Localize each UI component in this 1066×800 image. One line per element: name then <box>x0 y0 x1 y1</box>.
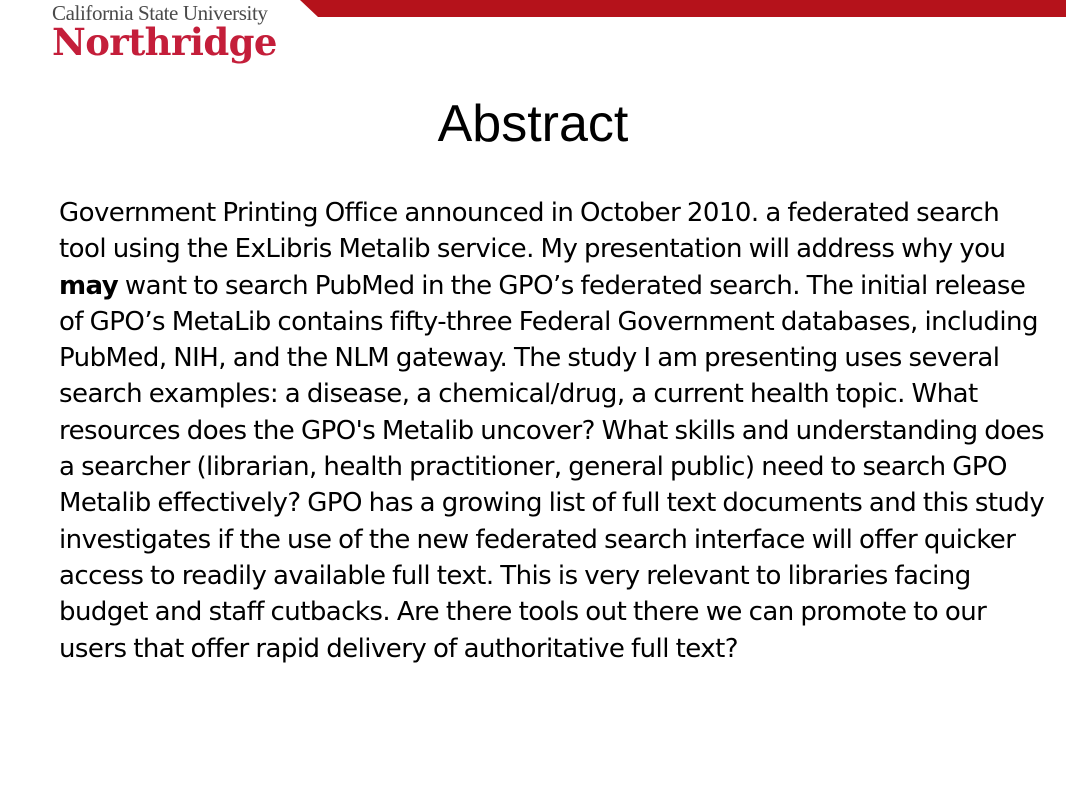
abstract-text-part-1: Government Printing Office announced in October 2010. a federated search tool using the ExLibris Metalib service. My presentation will address why you <box>59 198 1006 265</box>
abstract-text-part-2: want to search PubMed in the GPO’s federated search. The initial release of GPO’s MetaLib contains fifty-three Federal Government databases, including PubMed, NIH, and the NLM gateway. The study I am presenting uses several search examples: a disease, a chemical/drug, a current health topic. What resources does the GPO's Metalib uncover? What skills and understanding does a searcher (librarian, health practitioner, general public) need to search GPO Metalib effectively? GPO has a growing list of full text documents and this study investigates if the use of the new federated search interface will offer quicker access to readily available full text. This is very relevant to libraries facing budget and staff cutbacks. Are there tools out there we can promote to our users that offer rapid delivery of authoritative full text? <box>59 270 1045 664</box>
csun-logo <box>52 1 277 64</box>
top-accent-bar <box>300 0 1066 17</box>
abstract-body <box>59 195 1049 667</box>
logo-campus-text: Northridge <box>52 20 277 64</box>
logo-university-text: California State University <box>52 1 268 25</box>
abstract-emphasis-may: may <box>59 270 119 301</box>
slide-title: Abstract <box>437 95 629 153</box>
